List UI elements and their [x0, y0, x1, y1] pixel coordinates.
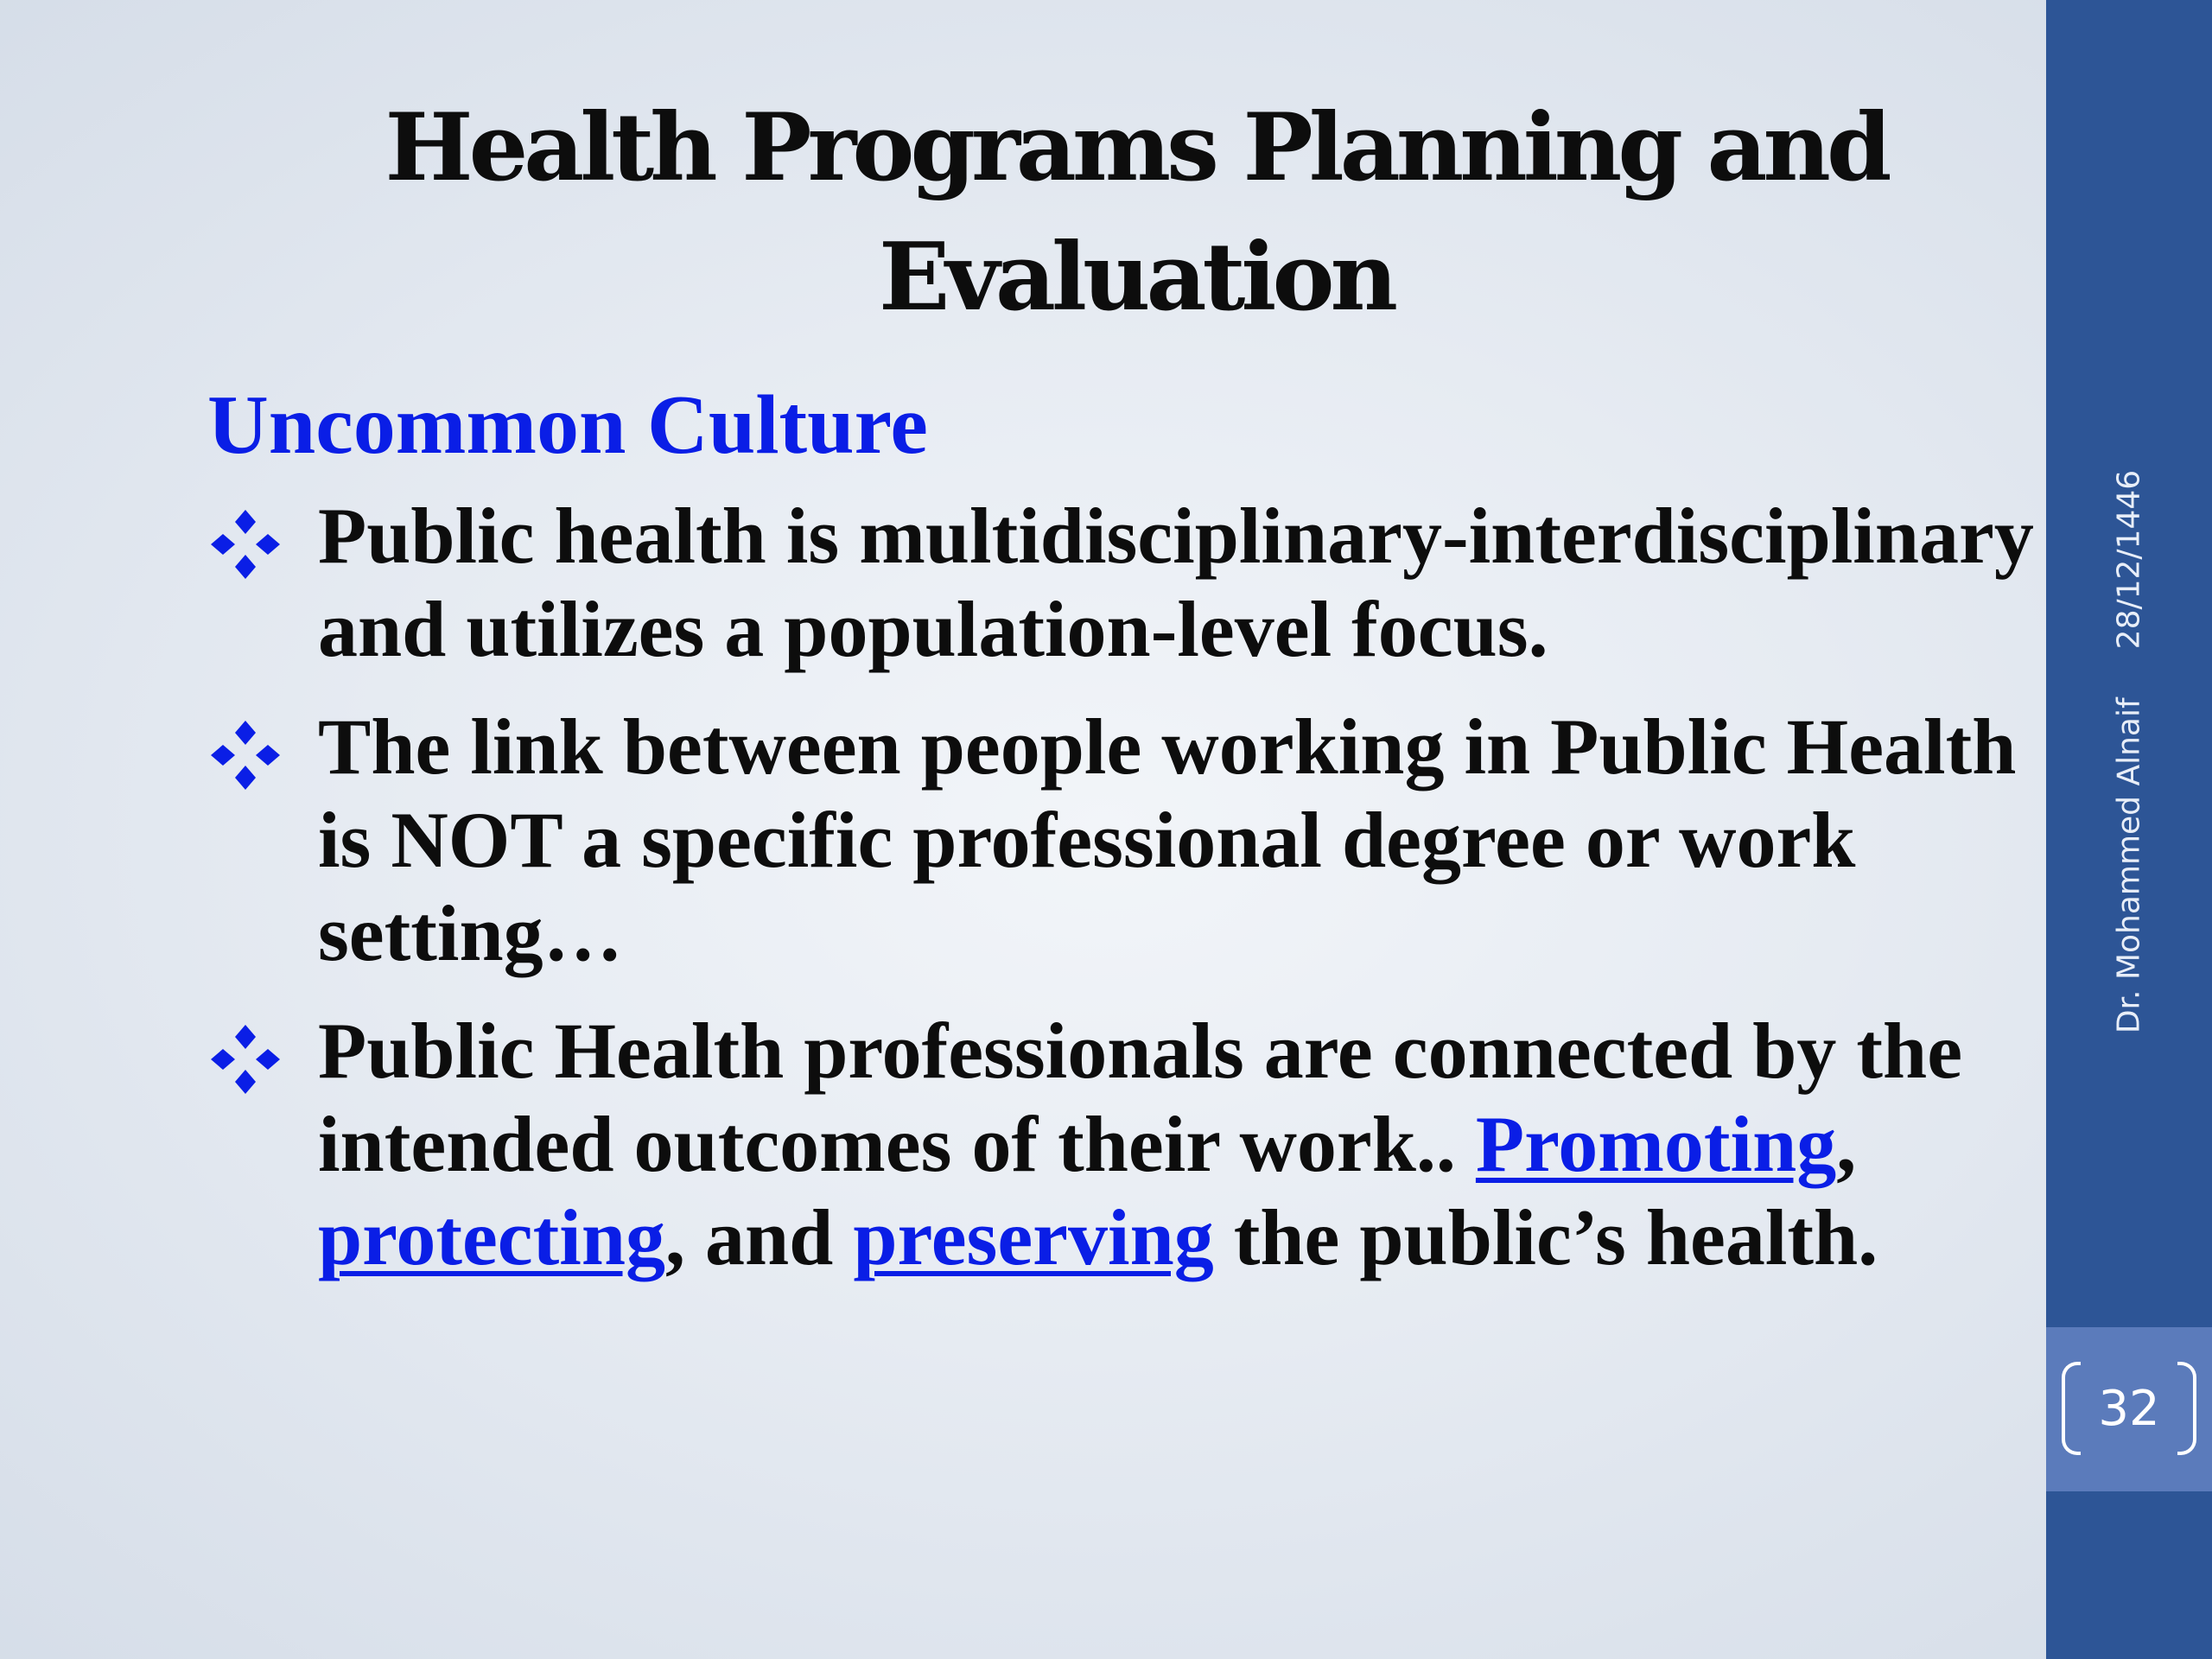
- bullet-text: Public health is multidisciplinary-interdisciplinary and utilizes a population-level focus.: [318, 492, 2034, 673]
- bullet-list: [207, 489, 2074, 1308]
- vertical-footer: [2112, 470, 2147, 1033]
- page-number: 32: [2098, 1381, 2160, 1437]
- bullet-text-intro: Public Health professionals are connected by the intended outcomes of their work..: [318, 1007, 1963, 1188]
- protecting-link[interactable]: protecting: [318, 1193, 666, 1281]
- footer-date: 28/12/1446: [2111, 469, 2147, 650]
- separator-text: , and: [665, 1193, 854, 1281]
- promoting-link[interactable]: Promoting: [1475, 1100, 1837, 1188]
- preserving-link[interactable]: preserving: [853, 1193, 1214, 1281]
- bullet-text: [318, 1007, 1962, 1281]
- bullet-item-3: [207, 1004, 2074, 1284]
- bullet-text-outro: the public’s health.: [1213, 1193, 1878, 1281]
- bullet-item-1: [207, 489, 2074, 676]
- bullet-item-2: [207, 700, 2074, 980]
- bullet-text: The link between people working in Public Health is NOT a specific professional degree or work setting…: [318, 702, 2017, 977]
- four-diamond-bullet-icon: [207, 1021, 283, 1097]
- footer-author: Dr. Mohammed Alnaif: [2111, 697, 2147, 1034]
- separator-text: ,: [1836, 1100, 1857, 1188]
- four-diamond-bullet-icon: [207, 506, 283, 582]
- slide-title-line-1: Health Programs Planning and: [385, 93, 1888, 202]
- slide-title: [173, 83, 2100, 342]
- four-diamond-bullet-icon: [207, 717, 283, 793]
- section-heading: Uncommon Culture: [207, 378, 928, 472]
- slide-title-line-2: Evaluation: [878, 223, 1395, 332]
